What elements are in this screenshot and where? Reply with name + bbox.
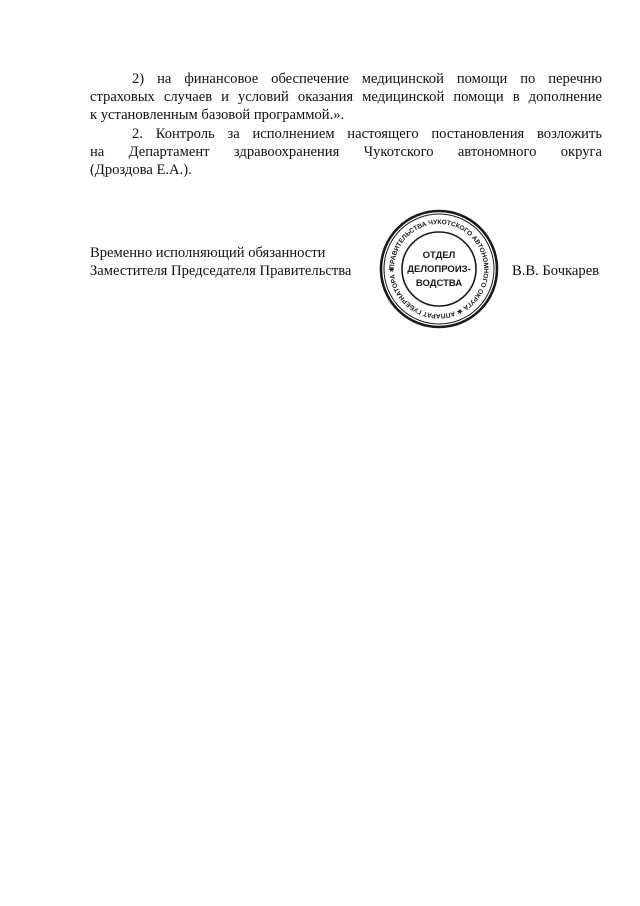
text-line: страховых случаев и условий оказания медицинской помощи в дополнение (90, 89, 602, 106)
signatory-title-line: Заместителя Председателя Правительства (90, 263, 352, 280)
text-line: к установленным базовой программой.». (90, 107, 345, 124)
signatory-title-line: Временно исполняющий обязанности (90, 245, 326, 261)
document-body (90, 70, 602, 179)
stamp-ring-text: ПРАВИТЕЛЬСТВА ЧУКОТСКОГО АВТОНОМНОГО ОКРУГА ✱ АППАРАТ ГУБЕРНАТОРА ✱ (388, 218, 490, 320)
stamp-center-line: ВОДСТВА (415, 278, 463, 289)
text-line: на Департамент здравоохранения Чукотского автономного округа (90, 143, 602, 160)
text-line: 2) на финансовое обеспечение медицинской помощи по перечню (132, 71, 602, 87)
paragraph-funding (90, 70, 602, 125)
stamp-center-line: ДЕЛОПРОИЗ- (407, 264, 471, 275)
office-stamp (378, 208, 500, 330)
signatory-title (90, 244, 351, 280)
text-line: (Дроздова Е.А.). (90, 162, 192, 179)
paragraph-control (90, 125, 602, 180)
stamp-center-line: ОТДЕЛ (422, 250, 456, 261)
text-line: 2. Контроль за исполнением настоящего постановления возложить (132, 125, 602, 142)
signatory-name: В.В. Бочкарев (512, 263, 600, 279)
